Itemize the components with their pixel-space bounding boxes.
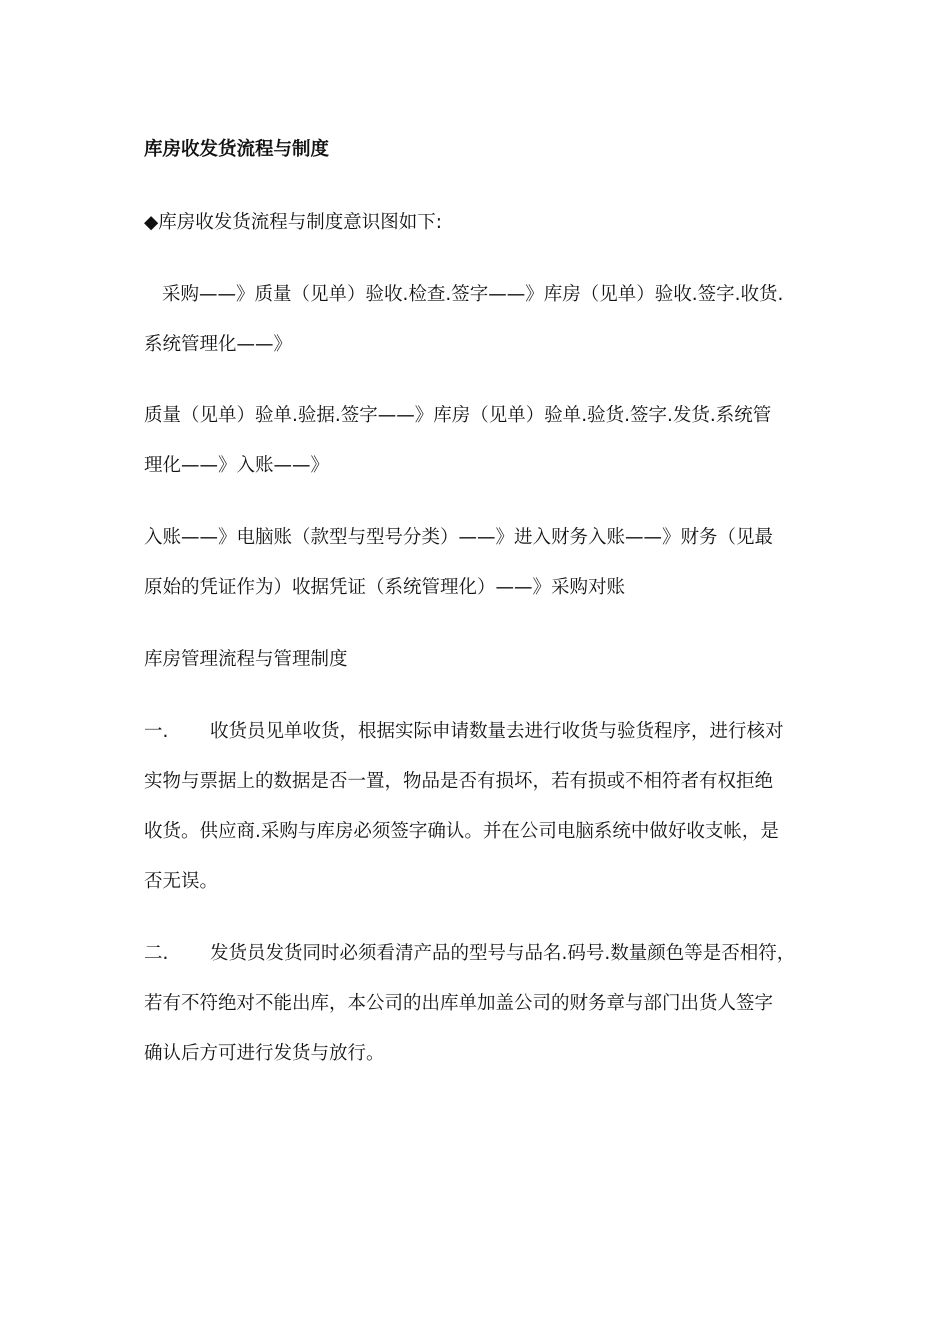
- item-2-number: 二.: [144, 943, 169, 964]
- item-1-line-3: 收货。供应商.采购与库房必须签字确认。并在公司电脑系统中做好收支帐，是: [144, 821, 779, 842]
- item-2-line-2: 若有不符绝对不能出库，本公司的出库单加盖公司的财务章与部门出货人签字: [144, 993, 774, 1014]
- item-1-line-1: 收货员见单收货，根据实际申请数量去进行收货与验货程序，进行核对: [210, 721, 784, 742]
- item-1-line-2: 实物与票据上的数据是否一置，物品是否有损坏，若有损或不相符者有权拒绝: [144, 771, 774, 792]
- flow-3-line-1: 入账——》电脑账（款型与型号分类）——》进入财务入账——》财务（见最: [144, 527, 774, 548]
- section-heading: 库房管理流程与管理制度: [144, 649, 348, 670]
- flow-2-line-2: 理化——》入账——》: [144, 455, 330, 476]
- flow-1-line-2: 系统管理化——》: [144, 334, 293, 355]
- item-1-line-4: 否无误。: [144, 871, 219, 892]
- intro-line: ◆库房收发货流程与制度意识图如下:: [144, 212, 442, 233]
- flow-1-line-1: 采购——》质量（见单）验收.检查.签字——》库房（见单）验收.签字.收货.: [162, 284, 784, 305]
- flow-2-line-1: 质量（见单）验单.验据.签字——》库房（见单）验单.验货.签字.发货.系统管: [144, 405, 772, 426]
- flow-3-line-2: 原始的凭证作为）收据凭证（系统管理化）——》采购对账: [144, 577, 626, 598]
- document-title: 库房收发货流程与制度: [144, 139, 330, 160]
- item-2-line-1: 发货员发货同时必须看清产品的型号与品名.码号.数量颜色等是否相符，: [210, 943, 796, 964]
- item-1-number: 一.: [144, 721, 169, 742]
- item-2-line-3: 确认后方可进行发货与放行。: [144, 1043, 385, 1064]
